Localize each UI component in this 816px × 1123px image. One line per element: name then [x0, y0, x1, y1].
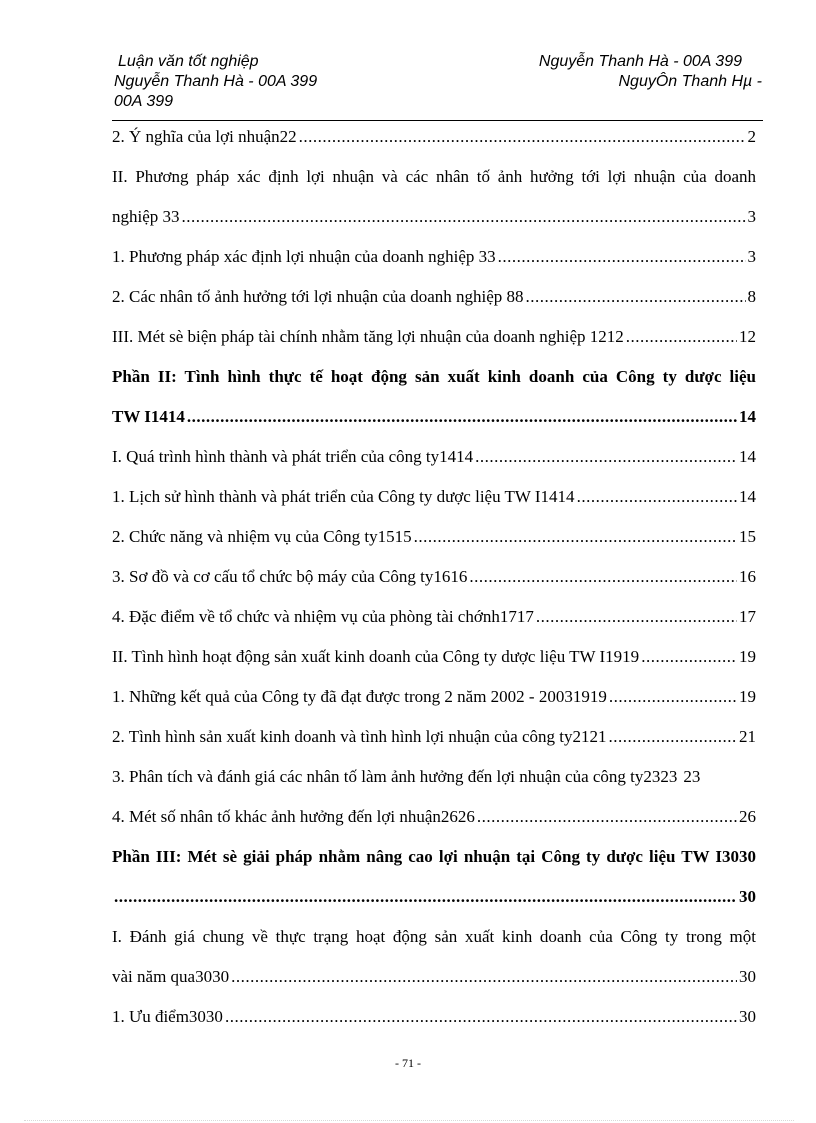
toc-page-number: 12 — [739, 327, 756, 346]
header-thesis-title: Luận văn tốt nghiệp — [118, 53, 259, 70]
page-header — [114, 52, 762, 112]
toc-leader — [641, 641, 737, 673]
toc-entry-text: 3. Sơ đồ và cơ cấu tổ chức bộ máy của Công ty1616 — [112, 567, 468, 586]
toc-entry-text: Phần II: Tình hình thực tế hoạt động sản xuất kinh doanh của Công ty dược liệu — [112, 367, 756, 386]
toc-entry[interactable] — [112, 601, 756, 633]
toc-entry-text: 4. Mét số nhân tố khác ảnh hưởng đến lợi nhuận2626 — [112, 807, 475, 826]
toc-entry-text: III. Mét sè biện pháp tài chính nhằm tăng lợi nhuận của doanh nghiệp 1212 — [112, 327, 624, 346]
toc-page-number: 23 — [683, 767, 701, 786]
toc-entry-text: 1. Phương pháp xác định lợi nhuận của doanh nghiệp 33 — [112, 247, 496, 266]
toc-entry[interactable] — [112, 521, 756, 553]
toc-leader — [469, 561, 737, 593]
toc-entry[interactable] — [112, 161, 756, 233]
toc-entry[interactable] — [112, 641, 756, 673]
header-author-left: Nguyễn Thanh Hà - 00A 399 — [114, 73, 318, 90]
toc-leader — [477, 801, 737, 833]
header-author-code: 00A 399 — [114, 93, 174, 110]
toc-leader — [187, 401, 737, 433]
toc-entry-text: 2. Các nhân tố ảnh hưởng tới lợi nhuận của doanh nghiệp 88 — [112, 287, 524, 306]
toc-page-number: 19 — [739, 647, 756, 666]
toc-entry[interactable] — [112, 1001, 756, 1033]
toc-page-number: 21 — [739, 727, 756, 746]
toc-leader — [526, 281, 746, 313]
toc-entry-text: 1. Những kết quả của Công ty đã đạt được trong 2 năm 2002 - 20031919 — [112, 687, 607, 706]
toc-entry[interactable] — [112, 481, 756, 513]
header-author-right: Nguyễn Thanh Hà - 00A 399 — [538, 53, 742, 70]
toc-entry-text: 2. Chức năng và nhiệm vụ của Công ty1515 — [112, 527, 412, 546]
page-number: - 71 - — [395, 1056, 421, 1070]
toc-entry-text: 3. Phân tích và đánh giá các nhân tố làm ảnh hưởng đến lợi nhuận của công ty2323 — [112, 767, 678, 786]
toc-entry-text: I. Đánh giá chung về thực trạng hoạt động sản xuất kinh doanh của Công ty trong một — [112, 927, 756, 946]
toc-page-number: 16 — [739, 567, 756, 586]
toc-page-number: 30 — [739, 887, 756, 906]
toc-entry-text: Phần III: Mét sè giải pháp nhằm nâng cao lợi nhuận tại Công ty dược liệu TW I3030 — [112, 847, 756, 866]
toc-leader — [609, 681, 737, 713]
toc-leader — [498, 241, 746, 273]
toc-entry-text-cont: vài năm qua3030 — [112, 967, 230, 986]
toc-entry-text: II. Phương pháp xác định lợi nhuận và các nhân tố ảnh hưởng tới lợi nhuận của doanh — [112, 167, 756, 186]
toc-leader — [609, 721, 737, 753]
toc-page-number: 15 — [739, 527, 756, 546]
toc-entry-text-cont: nghiệp 33 — [112, 207, 180, 226]
toc-entry[interactable] — [112, 721, 756, 753]
toc-leader — [626, 321, 737, 353]
toc-page-number: 14 — [739, 487, 756, 506]
toc-leader — [536, 601, 737, 633]
table-of-contents — [112, 121, 756, 1033]
toc-entry[interactable] — [112, 281, 756, 313]
page-edge-divider — [24, 1120, 794, 1121]
toc-leader — [182, 201, 746, 233]
toc-page-number: 14 — [739, 447, 756, 466]
toc-entry[interactable] — [112, 321, 756, 353]
toc-entry-text: 1. Ưu điểm3030 — [112, 1007, 223, 1026]
toc-page-number: 30 — [739, 967, 756, 986]
toc-entry-text-cont: TW I1414 — [112, 407, 185, 426]
toc-page-number: 26 — [739, 807, 756, 826]
toc-entry-text: I. Quá trình hình thành và phát triển của công ty1414 — [112, 447, 474, 466]
toc-leader — [231, 961, 737, 993]
toc-leader — [225, 1001, 737, 1033]
toc-entry[interactable] — [112, 241, 756, 273]
toc-entry-text: 2. Ý nghĩa của lợi nhuận22 — [112, 127, 297, 146]
toc-page-number: 3 — [747, 207, 756, 226]
toc-leader — [577, 481, 737, 513]
toc-page-number: 2 — [747, 127, 756, 146]
toc-page-number: 8 — [747, 287, 756, 306]
header-author-right-garbled: NguyÔn Thanh Hµ - — [618, 73, 762, 90]
toc-leader — [414, 521, 737, 553]
toc-entry[interactable] — [112, 441, 756, 473]
toc-entry[interactable] — [112, 121, 756, 153]
toc-leader — [299, 121, 746, 153]
toc-page-number: 17 — [739, 607, 756, 626]
toc-leader — [114, 881, 737, 913]
toc-page-number: 30 — [739, 1007, 756, 1026]
toc-entry-part[interactable] — [112, 361, 756, 433]
toc-entry-text: 2. Tình hình sản xuất kinh doanh và tình hình lợi nhuận của công ty2121 — [112, 727, 607, 746]
toc-entry-text: 4. Đặc điểm về tổ chức và nhiệm vụ của phòng tài chớnh1717 — [112, 607, 534, 626]
toc-entry-text: II. Tình hình hoạt động sản xuất kinh doanh của Công ty dược liệu TW I1919 — [112, 647, 640, 666]
toc-page-number: 19 — [739, 687, 756, 706]
toc-entry[interactable] — [112, 921, 756, 993]
toc-entry-part[interactable] — [112, 841, 756, 913]
toc-entry[interactable] — [112, 561, 756, 593]
toc-page-number: 3 — [747, 247, 756, 266]
toc-page-number: 14 — [739, 407, 756, 426]
toc-entry[interactable] — [112, 761, 756, 793]
toc-entry[interactable] — [112, 681, 756, 713]
toc-entry[interactable] — [112, 801, 756, 833]
toc-entry-text: 1. Lịch sử hình thành và phát triển của Công ty dược liệu TW I1414 — [112, 487, 575, 506]
toc-leader — [475, 441, 737, 473]
